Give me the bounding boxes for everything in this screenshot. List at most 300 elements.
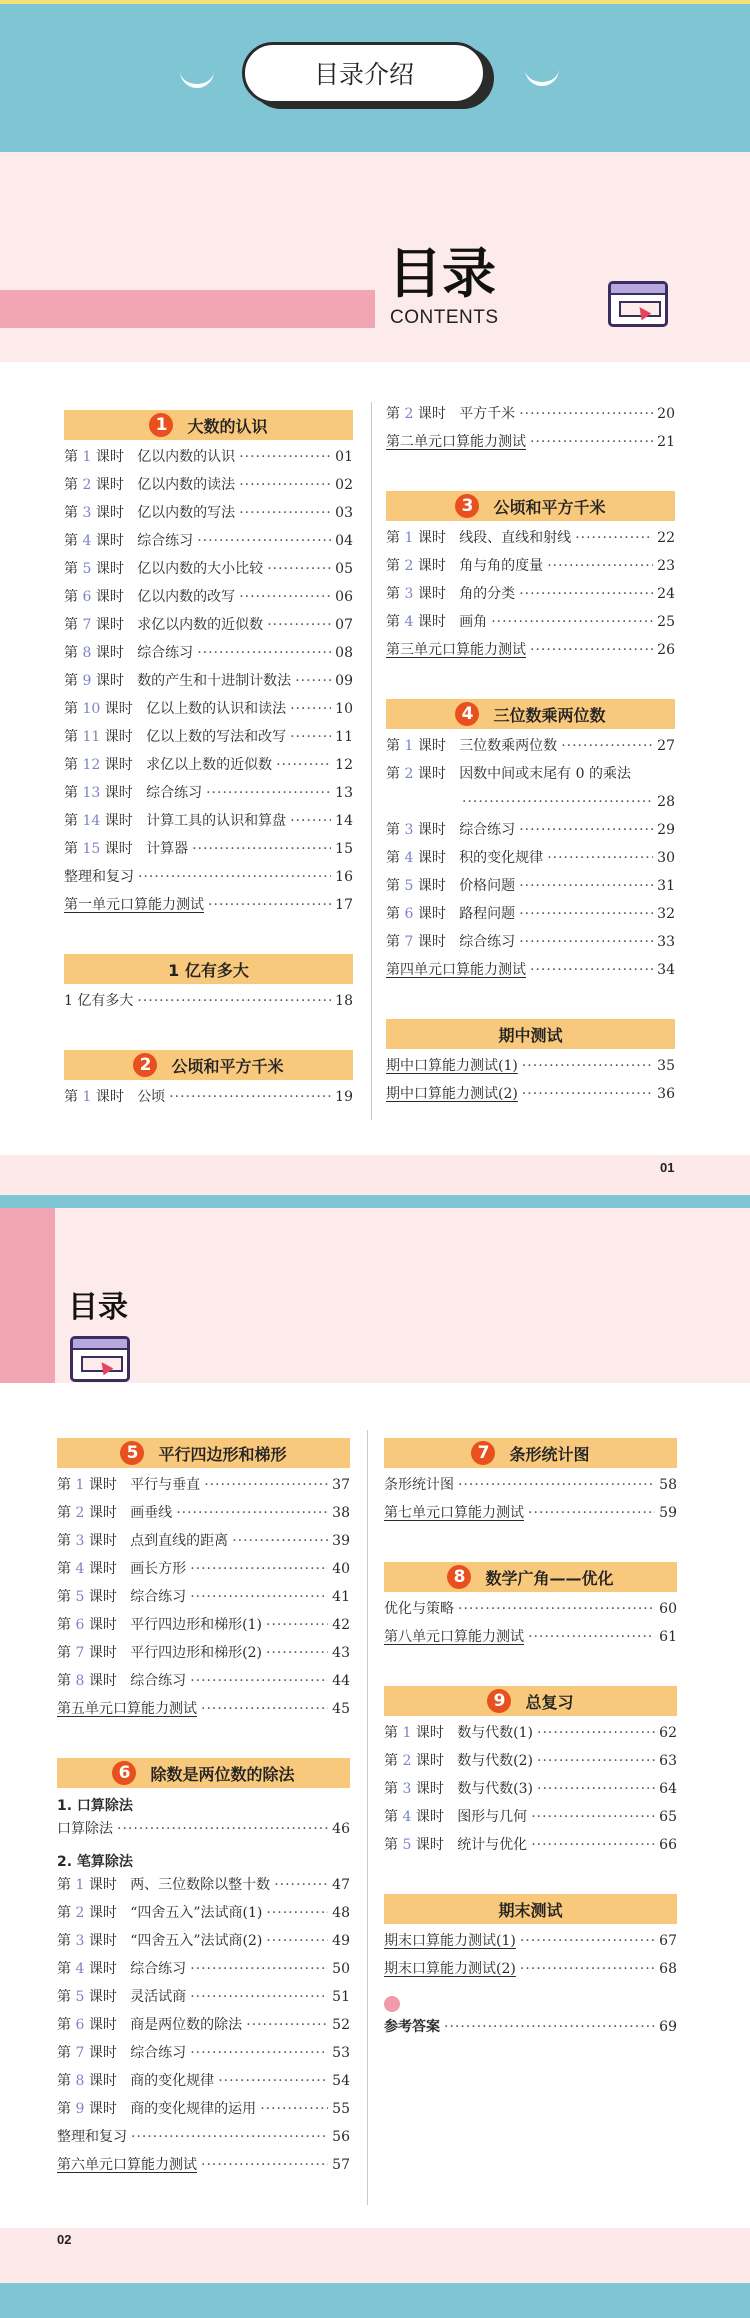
page1-left-column	[64, 410, 353, 1116]
toc-page: 21	[657, 434, 675, 450]
toc-row[interactable]	[57, 1904, 350, 1932]
toc-row[interactable]	[386, 933, 675, 961]
toc-row[interactable]	[384, 1780, 677, 1808]
toc-label: 第 4 课时 画长方形	[57, 1561, 187, 1577]
toc-page: 57	[332, 2157, 350, 2173]
section-header-final	[384, 1894, 677, 1924]
toc-row[interactable]	[386, 849, 675, 877]
leader-dots	[458, 1600, 655, 1618]
section-number-badge: 7	[471, 1441, 495, 1465]
toc-row[interactable]	[64, 588, 353, 616]
leader-dots	[208, 896, 331, 914]
leader-dots	[276, 756, 331, 774]
toc-page: 31	[657, 878, 675, 894]
section-title: 公顷和平方千米	[171, 1056, 284, 1076]
toc-page: 02	[335, 477, 353, 493]
leader-dots	[197, 532, 331, 550]
toc-row[interactable]	[64, 644, 353, 672]
toc-row[interactable]	[57, 1588, 350, 1616]
toc-row[interactable]	[64, 1088, 353, 1116]
toc-label: 第 4 课时 综合练习	[57, 1961, 187, 1977]
section-number-badge: 4	[455, 702, 479, 726]
leader-dots	[266, 1644, 328, 1662]
toc-row[interactable]	[57, 2100, 350, 2128]
toc-row-unit-test[interactable]	[64, 896, 353, 924]
toc-page: 42	[332, 1617, 350, 1633]
toc-label: 第 2 课时 角与角的度量	[386, 558, 544, 574]
section-header-1	[64, 410, 353, 440]
leader-dots	[218, 2072, 328, 2090]
toc-label: 期中口算能力测试(1)	[386, 1058, 518, 1074]
toc-label: 第 15 课时 计算器	[64, 841, 189, 857]
toc-label: 第三单元口算能力测试	[386, 642, 526, 658]
toc-page: 66	[659, 1837, 677, 1853]
toc-page: 28	[657, 794, 675, 810]
toc-row-unit-test[interactable]	[386, 433, 675, 461]
toc-page: 22	[657, 530, 675, 546]
page2-pink-side	[0, 1208, 55, 1383]
toc-label: 第 7 课时 综合练习	[57, 2045, 187, 2061]
toc-row-unit-test[interactable]	[386, 961, 675, 989]
toc-page: 59	[659, 1505, 677, 1521]
toc-row[interactable]	[384, 1476, 677, 1504]
lesson-list	[57, 1476, 350, 1700]
section-title: 数学广角——优化	[485, 1568, 614, 1588]
toc-label: 第 5 课时 灵活试商	[57, 1989, 187, 2005]
section-number-badge: 6	[112, 1761, 136, 1785]
toc-row[interactable]	[64, 532, 353, 560]
leader-dots	[537, 1752, 655, 1770]
toc-label: 第 1 课时 数与代数(1)	[384, 1725, 534, 1741]
toc-page: 14	[335, 813, 353, 829]
toc-label: 第 2 课时 画垂线	[57, 1505, 173, 1521]
test-list	[384, 1932, 677, 1988]
section-title: 总复习	[525, 1692, 574, 1712]
leader-dots	[444, 2018, 655, 2036]
toc-page: 65	[659, 1809, 677, 1825]
toc-row[interactable]	[386, 405, 675, 433]
leader-dots	[458, 1476, 655, 1494]
page-number: 02	[57, 2232, 72, 2247]
toc-row[interactable]	[64, 728, 353, 756]
section-header-5	[57, 1438, 350, 1468]
toc-page: 13	[335, 785, 353, 801]
section-number-badge: 2	[133, 1053, 157, 1077]
toc-label: 第 5 课时 价格问题	[386, 878, 516, 894]
toc-label: 第 3 课时 数与代数(3)	[384, 1781, 534, 1797]
title-band	[0, 152, 750, 362]
leader-dots	[137, 992, 331, 1010]
toc-page: 12	[335, 757, 353, 773]
browser-window-icon	[70, 1336, 130, 1382]
toc-row[interactable]	[57, 1504, 350, 1532]
toc-row[interactable]	[64, 812, 353, 840]
toc-page: 61	[659, 1629, 677, 1645]
toc-page: 10	[335, 701, 353, 717]
section-title: 平行四边形和梯形	[158, 1444, 287, 1464]
toc-label: 第 2 课时 平方千米	[386, 406, 516, 422]
toc-page: 25	[657, 614, 675, 630]
leader-dots	[190, 1560, 328, 1578]
browser-window-icon	[608, 281, 668, 327]
toc-page: 43	[332, 1645, 350, 1661]
toc-label: 第 4 课时 积的变化规律	[386, 850, 544, 866]
toc-row[interactable]	[386, 877, 675, 905]
leader-dots	[117, 1820, 328, 1838]
leader-dots	[190, 1960, 328, 1978]
toc-page: 27	[657, 738, 675, 754]
toc-page: 54	[332, 2073, 350, 2089]
toc-label: 期中口算能力测试(2)	[386, 1086, 518, 1102]
toc-row-wrapped-cont[interactable]	[386, 793, 675, 821]
leader-dots	[290, 728, 331, 746]
toc-row[interactable]	[64, 700, 353, 728]
leader-dots	[201, 1700, 328, 1718]
toc-label: 第 5 课时 亿以内数的大小比较	[64, 561, 264, 577]
leader-dots	[530, 961, 653, 979]
toc-page: 67	[659, 1933, 677, 1949]
section-header-4	[386, 699, 675, 729]
toc-label: 第 3 课时 角的分类	[386, 586, 516, 602]
leader-dots	[169, 1088, 331, 1106]
lesson-list	[57, 1876, 350, 2128]
leader-dots	[519, 905, 653, 923]
header-top-line	[0, 0, 750, 4]
toc-row[interactable]	[57, 1616, 350, 1644]
leader-dots	[530, 433, 653, 451]
toc-row[interactable]	[64, 992, 353, 1020]
leader-dots	[519, 877, 653, 895]
leader-dots	[528, 1504, 655, 1522]
toc-page: 30	[657, 850, 675, 866]
leader-dots	[239, 588, 331, 606]
toc-row[interactable]	[386, 905, 675, 933]
section-number-badge: 5	[120, 1441, 144, 1465]
toc-page: 32	[657, 906, 675, 922]
section-number-badge: 3	[455, 494, 479, 518]
toc-page: 62	[659, 1725, 677, 1741]
toc-row[interactable]	[386, 613, 675, 641]
toc-row-review[interactable]	[64, 868, 353, 896]
section-header-yi	[64, 954, 353, 984]
toc-page: 37	[332, 1477, 350, 1493]
page2-title: 目录	[68, 1290, 128, 1325]
leader-dots	[131, 2128, 328, 2146]
toc-page: 16	[335, 869, 353, 885]
toc-page: 60	[659, 1601, 677, 1617]
leader-dots	[519, 405, 653, 423]
toc-label: 优化与策略	[384, 1601, 454, 1617]
leader-dots	[138, 868, 331, 886]
toc-label: 1 亿有多大	[64, 993, 134, 1009]
leader-dots	[197, 644, 331, 662]
leader-dots	[520, 1960, 655, 1978]
leader-dots	[206, 784, 331, 802]
toc-row-review[interactable]	[57, 2128, 350, 2156]
toc-label: 第 3 课时 点到直线的距离	[57, 1533, 229, 1549]
toc-row[interactable]	[57, 1960, 350, 1988]
leader-dots	[190, 2044, 328, 2062]
section-header-8	[384, 1562, 677, 1592]
toc-page: 58	[659, 1477, 677, 1493]
toc-page: 52	[332, 2017, 350, 2033]
toc-page: 49	[332, 1933, 350, 1949]
section-header-7	[384, 1438, 677, 1468]
toc-label: 第六单元口算能力测试	[57, 2157, 197, 2173]
toc-label: 第 4 课时 综合练习	[64, 533, 194, 549]
toc-row[interactable]	[57, 2072, 350, 2100]
leader-dots	[201, 2156, 328, 2174]
toc-row[interactable]	[57, 1672, 350, 1700]
toc-row-unit-test[interactable]	[384, 1628, 677, 1656]
leader-dots	[267, 616, 331, 634]
toc-row-unit-test[interactable]	[386, 641, 675, 669]
leader-dots	[239, 448, 331, 466]
toc-row[interactable]	[57, 1532, 350, 1560]
leader-dots	[190, 1672, 328, 1690]
toc-label: 第 9 课时 数的产生和十进制计数法	[64, 673, 292, 689]
toc-label: 第 4 课时 画角	[386, 614, 488, 630]
toc-page: 29	[657, 822, 675, 838]
page2-bottom-strip	[0, 2283, 750, 2318]
section-title: 期末测试	[498, 1900, 563, 1920]
toc-page: 19	[335, 1089, 353, 1105]
toc-page: 46	[332, 1821, 350, 1837]
section-header-3	[386, 491, 675, 521]
leader-dots	[491, 613, 653, 631]
toc-page: 06	[335, 589, 353, 605]
leader-dots	[530, 641, 653, 659]
toc-page: 35	[657, 1058, 675, 1074]
leader-dots	[561, 737, 653, 755]
toc-label: 第 5 课时 统计与优化	[384, 1837, 528, 1853]
leader-dots	[547, 849, 653, 867]
leader-dots	[232, 1532, 328, 1550]
toc-page: 69	[659, 2019, 677, 2035]
leader-dots	[519, 585, 653, 603]
toc-page: 17	[335, 897, 353, 913]
toc-row[interactable]	[57, 1476, 350, 1504]
page1-footer	[0, 1155, 750, 1195]
toc-label: 第 5 课时 综合练习	[57, 1589, 187, 1605]
toc-label: 第 3 课时 综合练习	[386, 822, 516, 838]
lesson-list	[386, 529, 675, 641]
toc-label: 口算除法	[57, 1821, 113, 1837]
toc-row[interactable]	[57, 2044, 350, 2072]
lesson-list	[386, 821, 675, 961]
leader-dots	[520, 1932, 655, 1950]
section-header-midterm	[386, 1019, 675, 1049]
toc-label: 整理和复习	[64, 869, 134, 885]
section-header-6	[57, 1758, 350, 1788]
toc-page: 05	[335, 561, 353, 577]
toc-row[interactable]	[386, 557, 675, 585]
toc-page: 33	[657, 934, 675, 950]
toc-row[interactable]	[57, 1932, 350, 1960]
lesson-list	[384, 1724, 677, 1864]
section-header-9	[384, 1686, 677, 1716]
page-title: 目录	[388, 242, 496, 305]
leader-dots	[190, 1988, 328, 2006]
lesson-list	[64, 448, 353, 868]
toc-label: 第一单元口算能力测试	[64, 897, 204, 913]
toc-row[interactable]	[384, 1724, 677, 1752]
toc-label: 第 7 课时 求亿以内数的近似数	[64, 617, 264, 633]
toc-page: 53	[332, 2045, 350, 2061]
section-number-badge: 8	[447, 1565, 471, 1589]
toc-label: 第 1 课时 亿以内数的认识	[64, 449, 236, 465]
toc-label: 第 14 课时 计算工具的认识和算盘	[64, 813, 287, 829]
toc-row[interactable]	[57, 1988, 350, 2016]
leader-dots	[239, 504, 331, 522]
toc-page: 01	[335, 449, 353, 465]
toc-row-unit-test[interactable]	[57, 1700, 350, 1728]
toc-row[interactable]	[64, 784, 353, 812]
leader-dots	[290, 700, 331, 718]
toc-row[interactable]	[57, 2016, 350, 2044]
page2-top-strip	[0, 1195, 750, 1208]
leader-dots	[537, 1780, 655, 1798]
toc-row[interactable]	[57, 1876, 350, 1904]
leader-dots	[528, 1628, 655, 1646]
page2-footer	[0, 2228, 750, 2283]
leader-dots	[190, 1588, 328, 1606]
toc-row[interactable]	[64, 504, 353, 532]
toc-row[interactable]	[386, 821, 675, 849]
toc-row[interactable]	[64, 840, 353, 868]
toc-page: 07	[335, 617, 353, 633]
leader-dots	[266, 1904, 328, 1922]
toc-page: 63	[659, 1753, 677, 1769]
toc-page: 45	[332, 1701, 350, 1717]
toc-row[interactable]	[64, 672, 353, 700]
toc-row-answers[interactable]	[384, 2018, 677, 2046]
section-title: 1 亿有多大	[168, 960, 249, 980]
toc-label: 第 8 课时 商的变化规律	[57, 2073, 215, 2089]
leader-dots	[547, 557, 653, 575]
toc-label: 第 1 课时 公顷	[64, 1089, 166, 1105]
toc-page: 55	[332, 2101, 350, 2117]
toc-row[interactable]	[384, 1600, 677, 1628]
column-divider	[367, 1430, 368, 2205]
subsection-heading: 2. 笔算除法	[57, 1854, 133, 1870]
toc-label: 第 9 课时 商的变化规律的运用	[57, 2101, 257, 2117]
toc-page: 50	[332, 1961, 350, 1977]
leader-dots	[176, 1504, 328, 1522]
toc-row[interactable]	[384, 1932, 677, 1960]
toc-page: 26	[657, 642, 675, 658]
toc-label: 条形统计图	[384, 1477, 454, 1493]
leader-dots	[522, 1085, 653, 1103]
section-title: 除数是两位数的除法	[150, 1764, 295, 1784]
leader-dots	[266, 1616, 328, 1634]
toc-page: 20	[657, 406, 675, 422]
toc-row-unit-test[interactable]	[57, 2156, 350, 2184]
subsection-heading: 1. 口算除法	[57, 1798, 133, 1814]
leader-dots	[462, 793, 653, 811]
toc-label: 第 2 课时 亿以内数的读法	[64, 477, 236, 493]
toc-label: 第 12 课时 求亿以上数的近似数	[64, 757, 273, 773]
toc-page: 47	[332, 1877, 350, 1893]
leader-dots	[531, 1808, 655, 1826]
leader-dots	[519, 933, 653, 951]
toc-row[interactable]	[64, 560, 353, 588]
toc-page: 39	[332, 1533, 350, 1549]
section-header-2	[64, 1050, 353, 1080]
leader-dots	[522, 1057, 653, 1075]
toc-label: 第 2 课时 “四舍五入”法试商(1)	[57, 1905, 263, 1921]
toc-row[interactable]	[386, 1057, 675, 1085]
toc-label: 第 8 课时 综合练习	[64, 645, 194, 661]
leader-dots	[267, 560, 331, 578]
toc-row[interactable]	[386, 585, 675, 613]
toc-row[interactable]	[386, 1085, 675, 1113]
toc-label: 第 2 课时 数与代数(2)	[384, 1753, 534, 1769]
toc-row-unit-test[interactable]	[384, 1504, 677, 1532]
toc-label: 第四单元口算能力测试	[386, 962, 526, 978]
pink-dot-icon	[384, 1996, 400, 2012]
toc-page: 11	[335, 729, 353, 745]
toc-row[interactable]	[384, 1808, 677, 1836]
leader-dots	[519, 821, 653, 839]
toc-page: 34	[657, 962, 675, 978]
toc-label: 第 1 课时 三位数乘两位数	[386, 738, 558, 754]
toc-page: 40	[332, 1561, 350, 1577]
leader-dots	[274, 1876, 328, 1894]
toc-intro-pill: 目录介绍	[242, 42, 486, 104]
toc-label: 第 6 课时 商是两位数的除法	[57, 2017, 243, 2033]
toc-page: 51	[332, 1989, 350, 2005]
toc-row[interactable]	[384, 1752, 677, 1780]
toc-row[interactable]	[386, 737, 675, 765]
toc-row[interactable]	[57, 1560, 350, 1588]
toc-row[interactable]	[57, 1820, 350, 1848]
toc-label: 第 10 课时 亿以上数的认识和读法	[64, 701, 287, 717]
toc-label: 第七单元口算能力测试	[384, 1505, 524, 1521]
toc-row[interactable]	[384, 1960, 677, 1988]
toc-label: 第 6 课时 路程问题	[386, 906, 516, 922]
toc-label: 期末口算能力测试(2)	[384, 1961, 516, 1977]
toc-row[interactable]	[64, 476, 353, 504]
toc-row[interactable]	[64, 448, 353, 476]
leader-dots	[537, 1724, 655, 1742]
leader-dots	[239, 476, 331, 494]
page-subtitle: CONTENTS	[390, 307, 499, 328]
toc-label: 第 7 课时 综合练习	[386, 934, 516, 950]
toc-row[interactable]	[386, 529, 675, 557]
toc-label: 第 4 课时 图形与几何	[384, 1809, 528, 1825]
toc-row[interactable]	[57, 1644, 350, 1672]
toc-label: 期末口算能力测试(1)	[384, 1933, 516, 1949]
leader-dots	[290, 812, 331, 830]
page2-right-column	[384, 1438, 677, 2046]
toc-page: 56	[332, 2129, 350, 2145]
leader-dots	[531, 1836, 655, 1854]
toc-page: 23	[657, 558, 675, 574]
toc-page: 68	[659, 1961, 677, 1977]
toc-page: 64	[659, 1781, 677, 1797]
page-number: 01	[660, 1160, 675, 1175]
toc-row[interactable]	[64, 616, 353, 644]
leader-dots	[246, 2016, 328, 2034]
title-pink-bar	[0, 290, 375, 328]
toc-page: 04	[335, 533, 353, 549]
toc-row-wrapped[interactable]	[386, 765, 675, 793]
toc-row[interactable]	[64, 756, 353, 784]
toc-label: 第八单元口算能力测试	[384, 1629, 524, 1645]
section-title: 三位数乘两位数	[493, 705, 606, 725]
toc-row[interactable]	[384, 1836, 677, 1864]
